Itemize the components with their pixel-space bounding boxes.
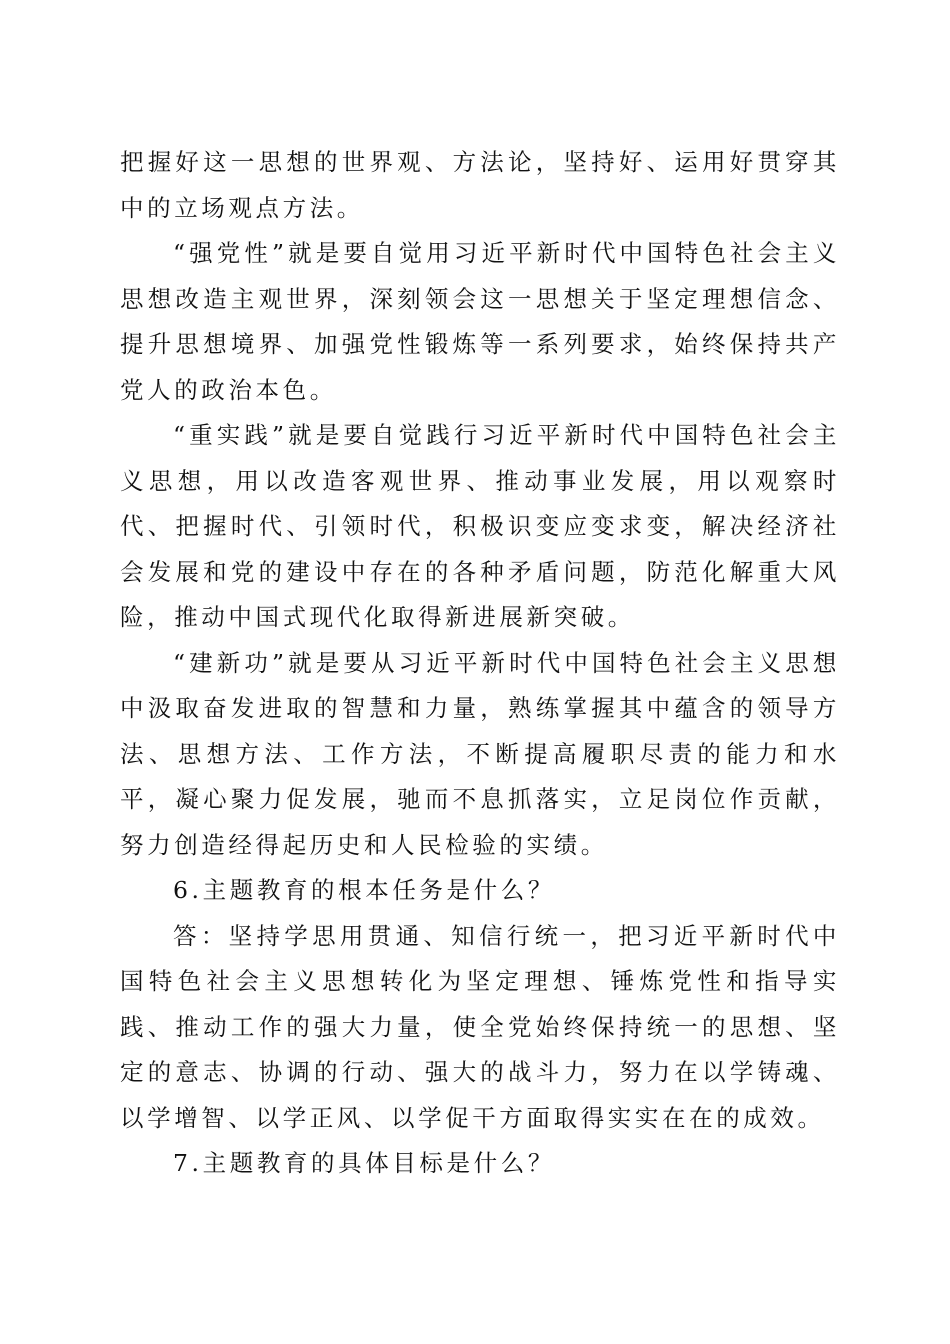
paragraph-qiang-dang-xing: “强党性”就是要自觉用习近平新时代中国特色社会主义思想改造主观世界，深刻领会这一思想关于坚定理想信念、提升思想境界、加强党性锻炼等一系列要求，始终保持共产党人的政治本色。	[120, 239, 840, 404]
paragraph-jian-xin-gong: “建新功”就是要从习近平新时代中国特色社会主义思想中汲取奋发进取的智慧和力量，熟练掌握其中蕴含的领导方法、思想方法、工作方法，不断提高履职尽责的能力和水平，凝心聚力促发展，驰而不息抓落实，立足岗位作贡献，努力创造经得起历史和人民检验的实绩。	[120, 648, 840, 859]
document-body	[120, 140, 840, 1187]
answer-6-paragraph: 答：坚持学思用贯通、知信行统一，把习近平新时代中国特色社会主义思想转化为坚定理想、锤炼党性和指导实践、推动工作的强大力量，使全党始终保持统一的思想、坚定的意志、协调的行动、强大的战斗力，努力在以学铸魂、以学增智、以学正风、以学促干方面取得实实在在的成效。	[120, 921, 840, 1132]
paragraph-continuation: 把握好这一思想的世界观、方法论，坚持好、运用好贯穿其中的立场观点方法。	[120, 148, 840, 222]
question-7-heading: 7.主题教育的具体目标是什么？	[173, 1149, 555, 1177]
paragraph-zhong-shi-jian: “重实践”就是要自觉践行习近平新时代中国特色社会主义思想，用以改造客观世界、推动事业发展，用以观察时代、把握时代、引领时代，积极识变应变求变，解决经济社会发展和党的建设中存在的各种矛盾问题，防范化解重大风险，推动中国式现代化取得新进展新突破。	[120, 421, 840, 631]
question-6-heading: 6.主题教育的根本任务是什么？	[173, 876, 555, 904]
